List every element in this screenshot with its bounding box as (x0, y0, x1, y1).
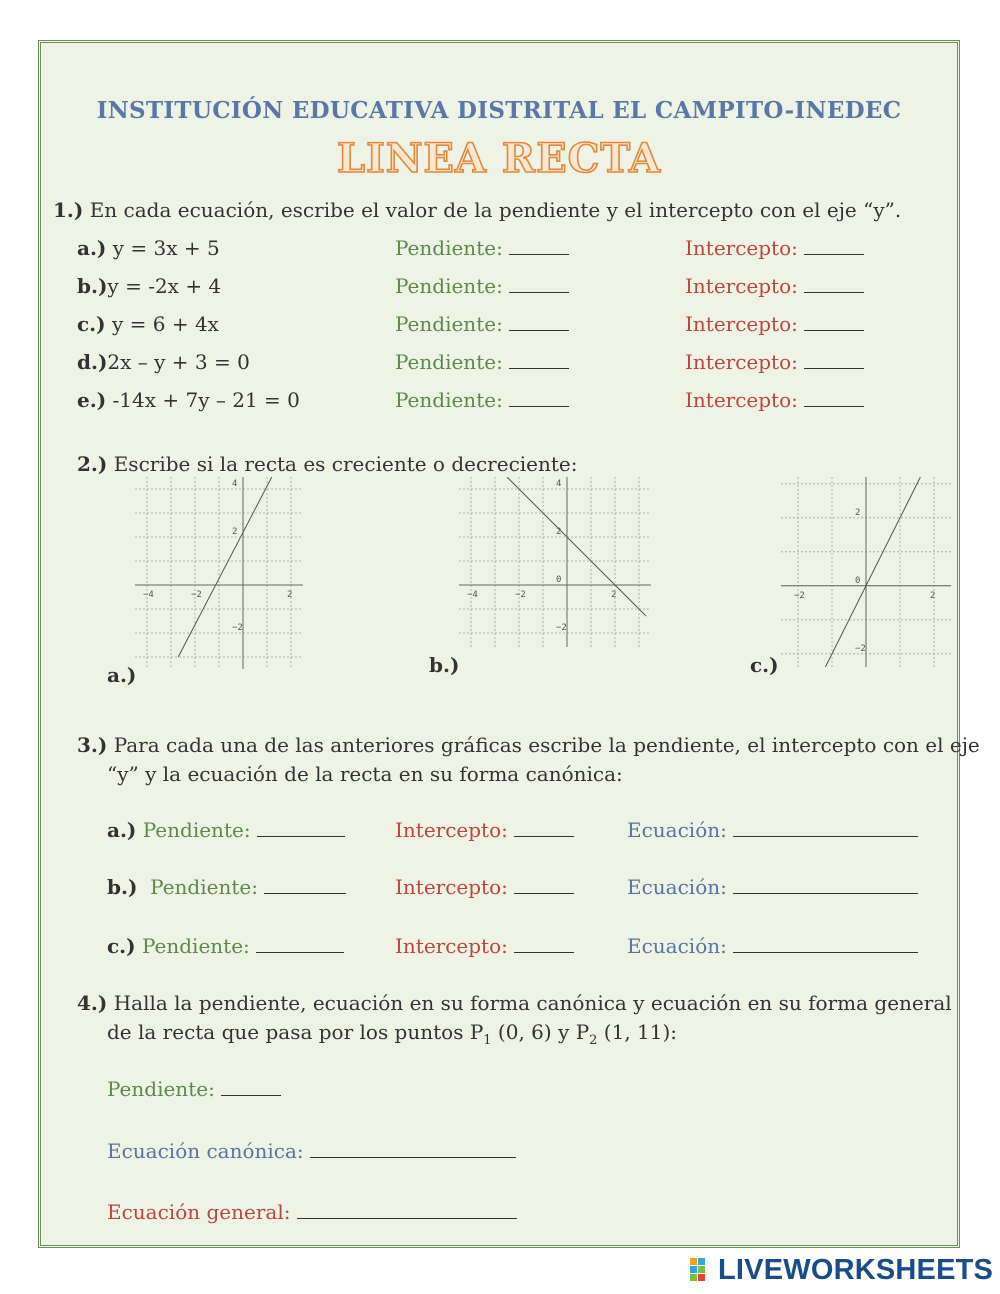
q1-item-letter: e.) (77, 388, 107, 412)
q3-item-letter: b.) (107, 875, 138, 899)
q1-slope-blank[interactable] (509, 275, 569, 293)
origin-label: 0 (556, 575, 562, 585)
q3-slope-label: Pendiente: (142, 818, 251, 842)
q1-intercept-blank[interactable] (804, 389, 864, 407)
q4-slope-blank[interactable] (221, 1078, 281, 1096)
q1-intercept-label: Intercepto: (685, 388, 798, 412)
q4-general: Ecuación general: (107, 1200, 517, 1224)
q1-slope-label: Pendiente: (395, 388, 503, 412)
q1-item-letter: b.) (77, 274, 108, 298)
graph-line (507, 477, 646, 616)
graph-line (178, 477, 272, 657)
q3-intercept-label: Intercepto: (395, 934, 508, 958)
q1-item-equation: y = 6 + 4x (111, 312, 219, 336)
q1-slope-label: Pendiente: (395, 236, 503, 260)
graph-b-letter: b.) (429, 653, 460, 677)
worksheet-sheet (38, 40, 980, 1248)
q3-item-letter: a.) (107, 818, 137, 842)
y-tick-label: −2 (556, 623, 567, 633)
q3-slope-label: Pendiente: (150, 875, 258, 899)
q1-intercept-blank[interactable] (804, 275, 864, 293)
graph-line (825, 477, 920, 667)
q1-intercept-blank[interactable] (804, 351, 864, 369)
graph-a-letter: a.) (107, 663, 137, 687)
q1-intercept-label: Intercepto: (685, 274, 798, 298)
q1-item-letter: a.) (77, 236, 107, 260)
graph-b-svg (459, 477, 651, 647)
y-tick-label: −2 (232, 623, 243, 633)
q3-slope-label: Pendiente: (141, 934, 250, 958)
q3-intercept-label: Intercepto: (395, 875, 508, 899)
x-tick-label: −2 (794, 590, 805, 601)
q1-slope-blank[interactable] (509, 351, 569, 369)
q3-intercept-label: Intercepto: (395, 818, 508, 842)
q3-equation-blank[interactable] (733, 819, 918, 837)
q3-prompt: 3.) Para cada una de las anteriores gráficas escribe la pendiente, el intercepto con el eje (77, 733, 980, 757)
x-tick-label: −2 (191, 590, 202, 600)
q4-canonical: Ecuación canónica: (107, 1139, 516, 1163)
q1-item-equation: y = -2x + 4 (107, 274, 222, 298)
q1-slope-blank[interactable] (509, 237, 569, 255)
x-tick-label: −4 (143, 590, 154, 600)
x-tick-label: −2 (515, 590, 526, 600)
q3-equation-label: Ecuación: (627, 818, 727, 842)
q1-item-letter: c.) (77, 312, 106, 336)
y-tick-label: 2 (232, 527, 238, 537)
q1-slope-label: Pendiente: (395, 274, 503, 298)
q4-prompt: 4.) Halla la pendiente, ecuación en su forma canónica y ecuación en su forma general (77, 991, 952, 1015)
q4-general-blank[interactable] (297, 1201, 517, 1219)
x-tick-label: 2 (930, 590, 936, 601)
q3-equation-label: Ecuación: (627, 875, 727, 899)
q3-equation-blank[interactable] (733, 876, 918, 894)
x-tick-label: 2 (611, 590, 617, 600)
y-tick-label: 2 (556, 527, 562, 537)
origin-label: 0 (855, 575, 861, 586)
q1-slope-blank[interactable] (509, 389, 569, 407)
q3-slope-blank[interactable] (257, 819, 345, 837)
q3-intercept-blank[interactable] (514, 876, 574, 894)
graph-c-svg (781, 477, 951, 667)
q1-item-equation: -14x + 7y – 21 = 0 (112, 388, 300, 412)
graph-a-svg (135, 477, 303, 669)
graph-c-letter: c.) (750, 653, 779, 677)
graph-c (781, 477, 951, 671)
x-tick-label: 2 (287, 590, 293, 600)
q4-prompt-line2: de la recta que pasa por los puntos $P_1$ (0, 6) y $P_2$ (1, 11): (107, 1020, 678, 1048)
liveworksheets-logo-icon (690, 1258, 714, 1282)
q1-item-equation: y = 3x + 5 (112, 236, 220, 260)
y-tick-label: 4 (556, 479, 562, 489)
y-tick-label: 2 (855, 507, 861, 518)
liveworksheets-brand[interactable]: LIVEWORKSHEETS (718, 1254, 994, 1286)
graph-a (135, 477, 303, 673)
q2-prompt: 2.) Escribe si la recta es creciente o decreciente: (77, 452, 578, 476)
y-tick-label: 4 (232, 479, 238, 489)
q3-prompt-line2: “y” y la ecuación de la recta en su forma canónica: (107, 762, 623, 786)
q1-slope-blank[interactable] (509, 313, 569, 331)
q1-intercept-blank[interactable] (804, 313, 864, 331)
worksheet-title: LINEA RECTA (336, 135, 662, 182)
q1-slope-label: Pendiente: (395, 350, 503, 374)
x-tick-label: −4 (467, 590, 478, 600)
y-tick-label: −2 (855, 643, 866, 654)
q3-intercept-blank[interactable] (514, 935, 574, 953)
q1-item-equation: 2x – y + 3 = 0 (107, 350, 250, 374)
q1-intercept-label: Intercepto: (685, 236, 798, 260)
q3-slope-blank[interactable] (256, 935, 344, 953)
q3-slope-blank[interactable] (264, 876, 346, 894)
q3-intercept-blank[interactable] (514, 819, 574, 837)
school-name: INSTITUCIÓN EDUCATIVA DISTRITAL EL CAMPITO-INEDEC (96, 97, 902, 124)
q3-equation-label: Ecuación: (627, 934, 727, 958)
q3-item-letter: c.) (107, 934, 136, 958)
q4-slope: Pendiente: (107, 1077, 281, 1101)
q1-slope-label: Pendiente: (395, 312, 503, 336)
graph-b (459, 477, 651, 651)
q3-equation-blank[interactable] (733, 935, 918, 953)
q1-item-letter: d.) (77, 350, 108, 374)
q1-prompt: 1.) En cada ecuación, escribe el valor de la pendiente y el intercepto con el eje “y”. (53, 198, 902, 222)
q1-intercept-blank[interactable] (804, 237, 864, 255)
q4-canonical-blank[interactable] (310, 1140, 516, 1158)
q1-intercept-label: Intercepto: (685, 312, 798, 336)
q1-intercept-label: Intercepto: (685, 350, 798, 374)
